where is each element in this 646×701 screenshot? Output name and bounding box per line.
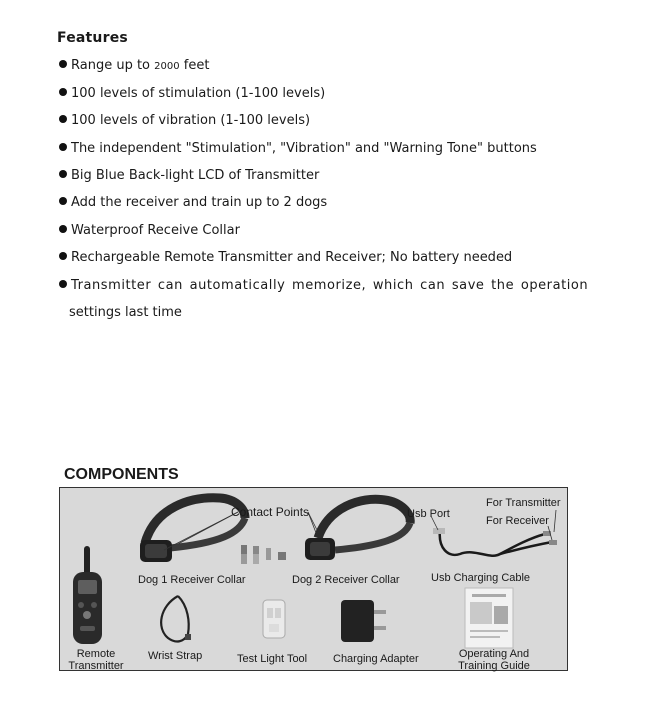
bullet-icon <box>59 252 67 260</box>
usb-cable-label: Usb Charging Cable <box>431 572 531 584</box>
operating-guide-label: Operating And Training Guide <box>458 648 530 672</box>
feature-item-rechargeable: Rechargeable Remote Transmitter and Receiver; No battery needed <box>59 250 512 266</box>
dog1-collar-image <box>140 498 245 562</box>
feature-item-dogs: Add the receiver and train up to 2 dogs <box>59 195 327 211</box>
test-light-tool-image <box>263 600 285 638</box>
bullet-icon <box>59 197 67 205</box>
feature-item-lcd: Big Blue Back-light LCD of Transmitter <box>59 168 319 184</box>
wrist-strap-label: Wrist Strap <box>148 650 203 662</box>
feature-item-vibration: 100 levels of vibration (1-100 levels) <box>59 113 310 129</box>
usb-port-label: Usb Port <box>407 508 450 520</box>
dog1-collar-label: Dog 1 Receiver Collar <box>138 574 246 586</box>
feature-item-stimulation: 100 levels of stimulation (1-100 levels) <box>59 86 325 102</box>
bullet-icon <box>59 115 67 123</box>
components-panel <box>59 487 568 671</box>
remote-transmitter-label: Remote Transmitter <box>68 648 124 672</box>
wrist-strap-image <box>161 596 191 641</box>
components-heading: COMPONENTS <box>64 466 179 483</box>
feature-item-buttons: The independent "Stimulation", "Vibration" and "Warning Tone" buttons <box>59 141 537 157</box>
bullet-icon <box>59 60 67 68</box>
feature-item-waterproof: Waterproof Receive Collar <box>59 223 240 239</box>
for-transmitter-label: For Transmitter <box>486 497 561 509</box>
test-light-tool-label: Test Light Tool <box>237 653 308 665</box>
feature-item-range: Range up to 2000 feet <box>59 58 209 75</box>
feature-item-memorize-continuation: settings last time <box>69 305 182 320</box>
dog2-collar-label: Dog 2 Receiver Collar <box>292 574 400 586</box>
contact-points-label: Contact Points <box>231 505 310 519</box>
operating-guide-image <box>465 588 513 648</box>
bullet-icon <box>59 225 67 233</box>
bullet-icon <box>59 88 67 96</box>
bullet-icon <box>59 170 67 178</box>
bullet-icon <box>59 143 67 151</box>
features-heading: Features <box>57 30 128 46</box>
feature-item-memorize: Transmitter can automatically memorize, which can save the operation <box>59 278 588 294</box>
remote-transmitter-image <box>73 546 102 644</box>
dog2-collar-image <box>305 499 410 560</box>
for-receiver-label: For Receiver <box>486 515 549 527</box>
charging-adapter-label: Charging Adapter <box>333 653 419 665</box>
bullet-icon <box>59 280 67 288</box>
charging-adapter-image <box>341 600 386 642</box>
